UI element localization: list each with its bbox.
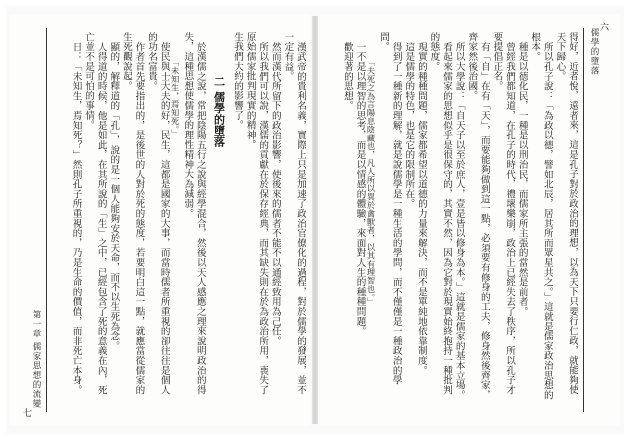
- right-header-rule: [583, 28, 584, 412]
- left-body-6: 日：「未知生，焉知死？」然則孔子所重視的，乃是生命的價值，而非死亡本身。: [70, 41, 82, 395]
- right-paragraph-9: 這是儒學的特色，也是它的限制所在。: [403, 41, 415, 209]
- right-paragraph-2: 所以孔子說：「為政以德，譬如北辰，居其所而眾星共之。」這就是儒家政治思想的根本。: [529, 32, 553, 400]
- left-header-rule: [46, 28, 47, 412]
- right-closing-1: 一不是以理智的思考，而是以情感的體驗，來面對人生的種種問題。: [354, 41, 366, 336]
- left-body-3: 作者首先要指出的，是後世的人對於死的態度，若要明白這一點，就應當從儒家的生死觀說起。: [120, 32, 145, 395]
- left-paragraph-2: 然而漢代所留下的政治影響，使後來的儒者不能不以通經致用為己任。: [269, 41, 281, 346]
- right-page-number: 六: [598, 22, 608, 31]
- right-paragraph-5: 有「自」在有「天」，而要能夠做到這一點，必須要有修身的工夫，修身然後齊家，齊家然後治國。: [466, 32, 490, 400]
- left-body-5: 人得道的時候，他是如此，在其所說的「生」之中，已經包含了死的意義在內，死亡並不是可怕的事情。: [83, 32, 107, 395]
- right-closing-2: 歡迎著的思想。: [341, 41, 353, 111]
- right-paragraph-4: 曾經我們都知道，在孔子的時代，禮壞樂崩，政治上已經失去了秩序，所以孔子才要提倡正名。: [491, 32, 516, 395]
- left-body-4: 顯的，解釋道的「孔」，說的是一個人能夠安於天命，而不以生死為念。: [108, 41, 120, 351]
- right-paragraph-8: 現實的種種問題，儒家都希望以道德的力量來解決，而不是單純地依靠制度。: [415, 41, 427, 375]
- right-paragraph-10: 得到了一種新的理解，就是說儒學是一種生活的學問，而不僅僅是一種政治的學問。: [378, 32, 402, 385]
- left-page-number: 七: [21, 408, 31, 417]
- left-page: [10, 14, 310, 426]
- book-gutter: [312, 16, 318, 424]
- right-paragraph-1: 得好，近者悅，遠者來，這是孔子對於政治的理想，以為天下只要行仁政，就能夠使天下歸心。: [554, 32, 578, 395]
- left-body-1: 於漢儒之說，常把陰陽五行之說與經學混合，然後以天人感應之理來說明政治的得失，這種思想使儒學的理性精神大為減弱。: [182, 32, 206, 395]
- right-page: [320, 14, 620, 426]
- right-paragraph-7: 看起來儒家的思想似乎是很保守的，其實不然，因為它對於現實始終抱持一種批判的態度。: [428, 32, 453, 395]
- left-running-head: 第一章 儒家思想的流變: [31, 310, 41, 409]
- book-spread: [6, 6, 624, 434]
- right-page-body: [324, 32, 578, 404]
- right-quote: 「夫死之為言陽息陰藏也，凡人所以異於禽獸者，以其有理智也。」: [366, 58, 377, 307]
- right-running-head: 儒學的墮落: [589, 28, 599, 76]
- left-paragraph-3: 所以我們可以說，漢儒的貢獻在於保存經典，而其缺失則在於為政治所用，喪失了原始儒家批判現實的精神。: [244, 32, 269, 395]
- right-paragraph-3: 種是以德化民，一種是以刑治民，而儒家所主張的當然是前者。: [516, 41, 528, 316]
- right-paragraph-6: 所以大學說：「自天子以至於庶人，壹是皆以修身為本。」這就是儒家的基本立場。: [453, 41, 465, 400]
- left-quote: 「未知生，焉知死。」: [170, 58, 181, 139]
- left-page-body: [52, 32, 306, 404]
- section-heading: 二 儒學的墮落: [212, 76, 226, 148]
- left-body-2: 使民與士大夫的好，民生，這都是國家的大事，而當時儒者所重視的卻往往是個人的功名富貴。: [146, 32, 170, 395]
- left-paragraph-4: 生我們大約的影響了。: [232, 32, 244, 130]
- left-paragraph-1: 漢武帝的貴利名義，實際上只是加速了政治官僚化的過程，對於儒學的發展，並不一定有益。: [282, 32, 306, 395]
